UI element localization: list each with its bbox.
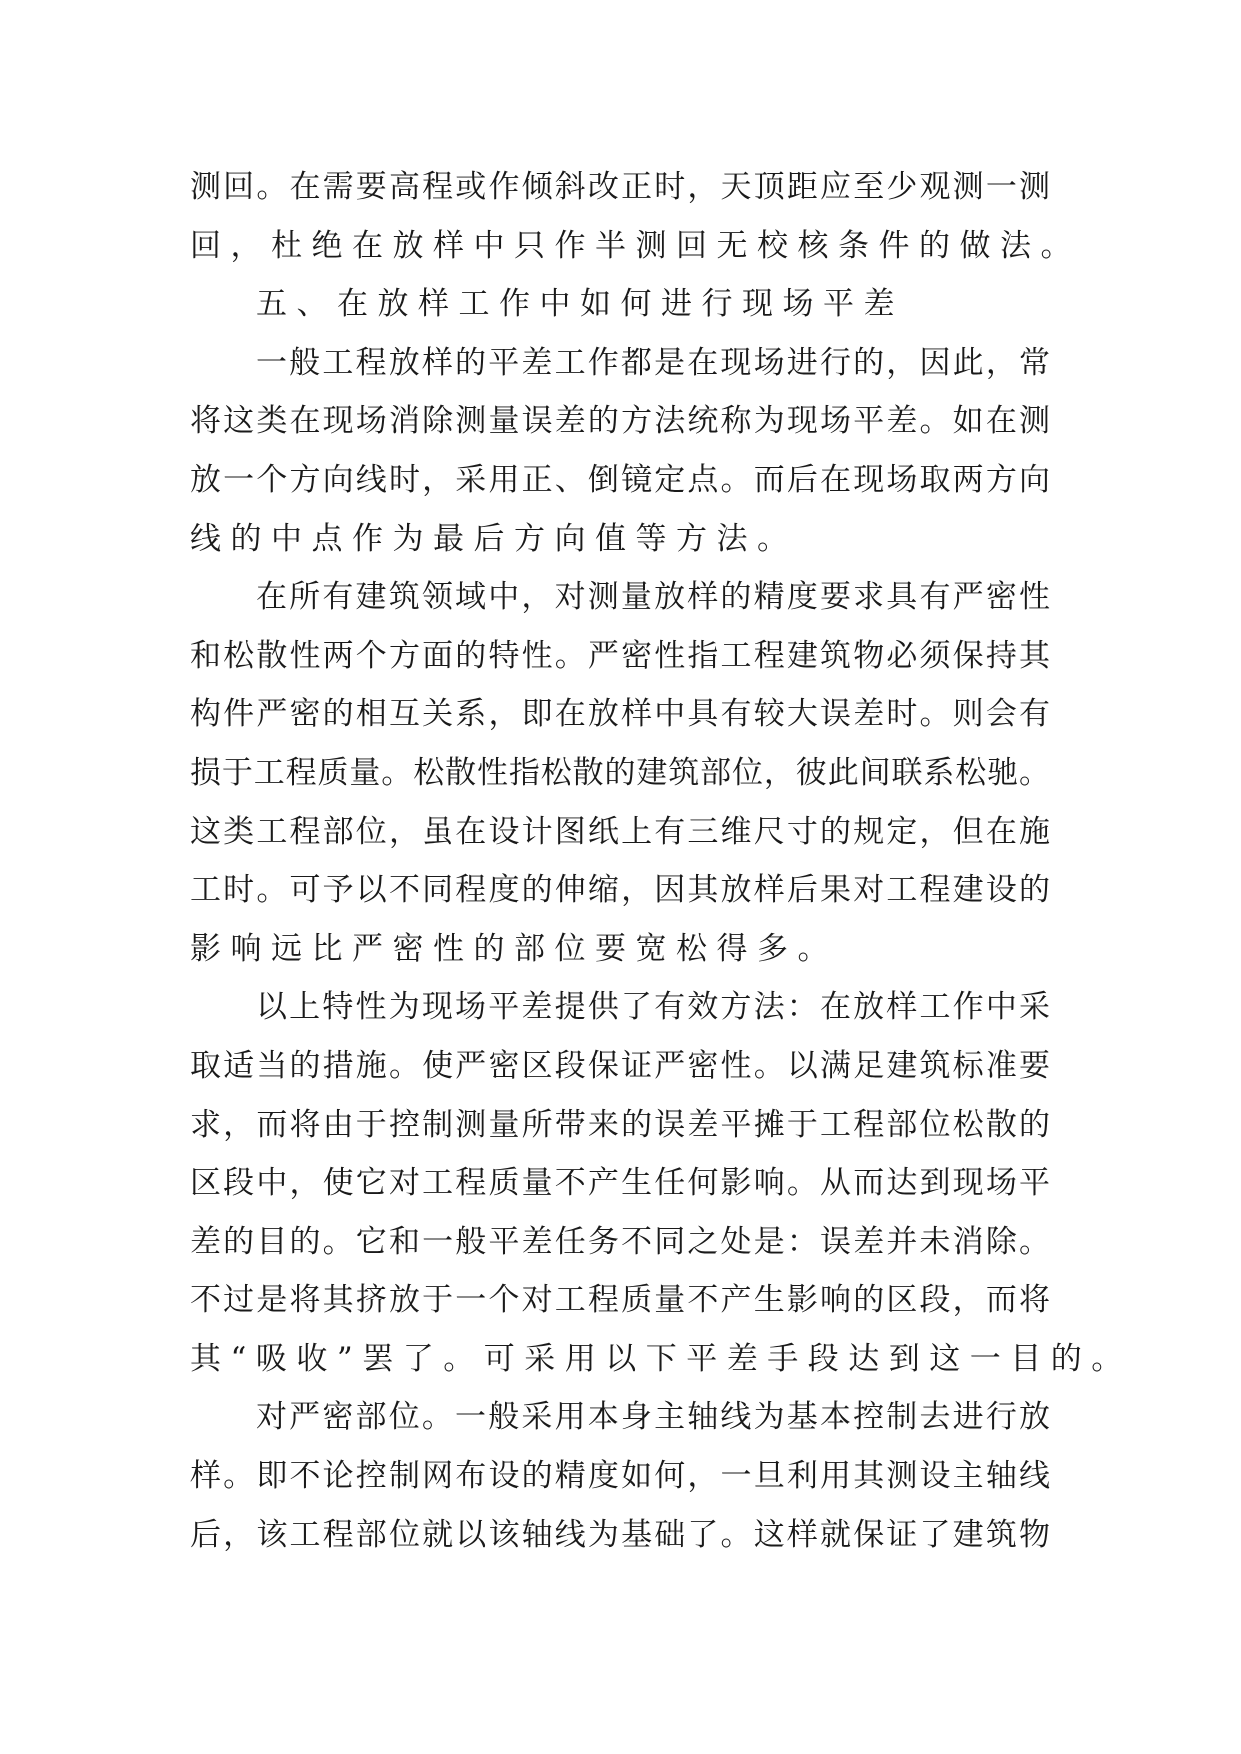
text-line [190, 334, 1050, 393]
text-line-content: 影响远比严密性的部位要宽松得多。 [190, 930, 838, 967]
text-line [190, 392, 1050, 451]
text-line [190, 275, 1050, 334]
text-line [190, 451, 1050, 510]
text-line [190, 1213, 1050, 1272]
text-line-content: 取适当的措施。使严密区段保证严密性。以满足建筑标准要 [190, 1047, 1050, 1084]
document-body [190, 158, 1132, 1564]
text-line-content: 损于工程质量。松散性指松散的建筑部位，彼此间联系松驰。 [190, 754, 1050, 791]
text-line-content: 工时。可予以不同程度的伸缩，因其放样后果对工程建设的 [190, 872, 1050, 909]
text-line [190, 1388, 1050, 1447]
text-line-content: 线的中点作为最后方向值等方法。 [190, 520, 798, 557]
text-line-content: 一般工程放样的平差工作都是在现场进行的，因此，常 [256, 344, 1050, 381]
text-line-content: 样。即不论控制网布设的精度如何，一旦利用其测设主轴线 [190, 1458, 1050, 1495]
text-line-content: 不过是将其挤放于一个对工程质量不产生影响的区段，而将 [190, 1282, 1050, 1319]
text-line-content: 对严密部位。一般采用本身主轴线为基本控制去进行放 [256, 1399, 1050, 1436]
text-line [190, 1096, 1050, 1155]
text-line-content: 这类工程部位，虽在设计图纸上有三维尺寸的规定，但在施 [190, 813, 1050, 850]
text-line [190, 1271, 1050, 1330]
text-line-content: 将这类在现场消除测量误差的方法统称为现场平差。如在测 [190, 403, 1050, 440]
text-line-content: 和松散性两个方面的特性。严密性指工程建筑物必须保持其 [190, 637, 1050, 674]
text-line-content: 放一个方向线时，采用正、倒镜定点。而后在现场取两方向 [190, 461, 1050, 498]
text-line-content: 区段中，使它对工程质量不产生任何影响。从而达到现场平 [190, 1165, 1050, 1202]
text-line [190, 158, 1050, 217]
text-line-content: 其“吸收”罢了。可采用以下平差手段达到这一目的。 [190, 1340, 1132, 1377]
text-line [190, 920, 1050, 979]
text-line [190, 1154, 1050, 1213]
text-line [190, 510, 1050, 569]
text-line [190, 1037, 1050, 1096]
text-line [190, 685, 1050, 744]
text-line [190, 978, 1050, 1037]
text-line [190, 1330, 1132, 1389]
text-line-content: 回，杜绝在放样中只作半测回无校核条件的做法。 [190, 227, 1081, 264]
text-line [190, 803, 1050, 862]
text-line-content: 差的目的。它和一般平差任务不同之处是：误差并未消除。 [190, 1223, 1050, 1260]
text-line-content: 五、在放样工作中如何进行现场平差 [256, 286, 904, 323]
text-line [190, 1506, 1050, 1565]
text-line-content: 构件严密的相互关系，即在放样中具有较大误差时。则会有 [190, 696, 1050, 733]
text-line-content: 以上特性为现场平差提供了有效方法：在放样工作中采 [256, 989, 1050, 1026]
text-line [190, 861, 1050, 920]
text-line-content: 在所有建筑领域中，对测量放样的精度要求具有严密性 [256, 579, 1050, 616]
text-line-content: 求，而将由于控制测量所带来的误差平摊于工程部位松散的 [190, 1106, 1050, 1143]
text-line [190, 568, 1050, 627]
text-line [190, 627, 1050, 686]
text-line-content: 后，该工程部位就以该轴线为基础了。这样就保证了建筑物 [190, 1516, 1050, 1553]
text-line [190, 1447, 1050, 1506]
text-line [190, 744, 1050, 803]
text-line-content: 测回。在需要高程或作倾斜改正时，天顶距应至少观测一测 [190, 169, 1050, 205]
text-line [190, 217, 1081, 276]
